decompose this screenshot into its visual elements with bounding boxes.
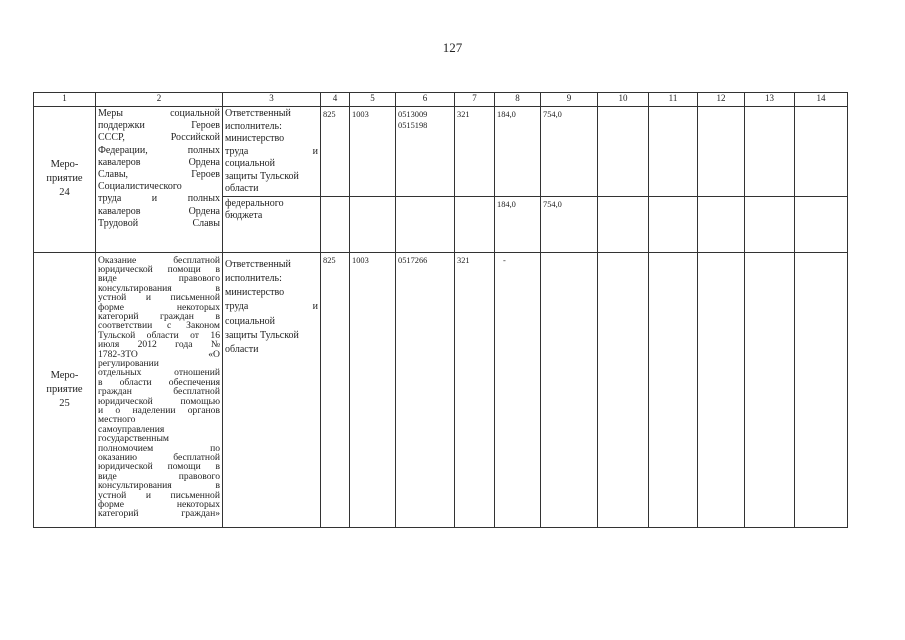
cell-col5: 1003	[350, 252, 396, 527]
cell-col7: 321	[455, 252, 495, 527]
column-header: 14	[795, 93, 848, 107]
header-row	[34, 93, 848, 107]
dash-value: -	[503, 255, 506, 265]
column-header: 11	[649, 93, 698, 107]
column-header: 2	[96, 93, 223, 107]
cell-col11	[649, 252, 698, 527]
cell-col6	[396, 196, 455, 252]
event-description-25: Оказание бесплатной юридической помощи в виде правового консультирования в устной и письменной форме некоторых категорий граждан в соответствии с Законом Тульской области от 16 июля 2012 года № 1782-ЗТО «О регулировании отдельных отношений в области обеспечения граждан бесплатной юридической помощью и о наделении органов местного самоуправления государственным полномочием по оказанию бесплатной юридической помощи в виде правового консультирования в устной и письменной форме некоторых категорий граждан»	[96, 252, 223, 527]
cell-col14	[795, 252, 848, 527]
column-header: 4	[321, 93, 350, 107]
column-header: 9	[541, 93, 598, 107]
event-label-25: Меро- приятие 25	[34, 252, 96, 527]
cell-col10	[598, 196, 649, 252]
executor-cell: федерального бюджета	[223, 196, 321, 252]
cell-col14	[795, 107, 848, 197]
program-measures-table	[33, 92, 848, 528]
cell-col4: 825	[321, 252, 350, 527]
column-header: 1	[34, 93, 96, 107]
cell-col6: 0513009 0515198	[396, 107, 455, 197]
cell-col13	[745, 107, 795, 197]
cell-col12	[698, 107, 745, 197]
event-description-24: Меры социальной поддержки Героев СССР, Российской Федерации, полных кавалеров Ордена Славы, Героев Социалистического труда и полных кавалеров Ордена Трудовой Славы	[96, 107, 223, 253]
cell-col4: 825	[321, 107, 350, 197]
cell-col5: 1003	[350, 107, 396, 197]
cell-col9	[541, 252, 598, 527]
cell-col13	[745, 196, 795, 252]
executor-cell: Ответственный исполнитель: министерство труда и социальной защиты Тульской области	[223, 107, 321, 197]
cell-col4	[321, 196, 350, 252]
cell-col12	[698, 252, 745, 527]
cell-col8	[495, 252, 541, 527]
table-row	[34, 107, 848, 197]
cell-col7	[455, 196, 495, 252]
column-header: 5	[350, 93, 396, 107]
cell-col7: 321	[455, 107, 495, 197]
event-label-24: Меро- приятие 24	[34, 107, 96, 253]
table-row	[34, 252, 848, 527]
cell-col5	[350, 196, 396, 252]
cell-col10	[598, 252, 649, 527]
cell-col14	[795, 196, 848, 252]
cell-col6: 0517266	[396, 252, 455, 527]
cell-col10	[598, 107, 649, 197]
column-header: 7	[455, 93, 495, 107]
cell-col9: 754,0	[541, 107, 598, 197]
column-header: 3	[223, 93, 321, 107]
cell-col13	[745, 252, 795, 527]
column-header: 8	[495, 93, 541, 107]
cell-col9: 754,0	[541, 196, 598, 252]
executor-cell: Ответственный исполнитель: министерство труда и социальной защиты Тульской области	[223, 252, 321, 527]
cell-col8: 184,0	[495, 107, 541, 197]
cell-col11	[649, 107, 698, 197]
cell-col8: 184,0	[495, 196, 541, 252]
page-number: 127	[442, 40, 463, 55]
column-header: 12	[698, 93, 745, 107]
column-header: 13	[745, 93, 795, 107]
column-header: 10	[598, 93, 649, 107]
column-header: 6	[396, 93, 455, 107]
cell-col11	[649, 196, 698, 252]
cell-col12	[698, 196, 745, 252]
